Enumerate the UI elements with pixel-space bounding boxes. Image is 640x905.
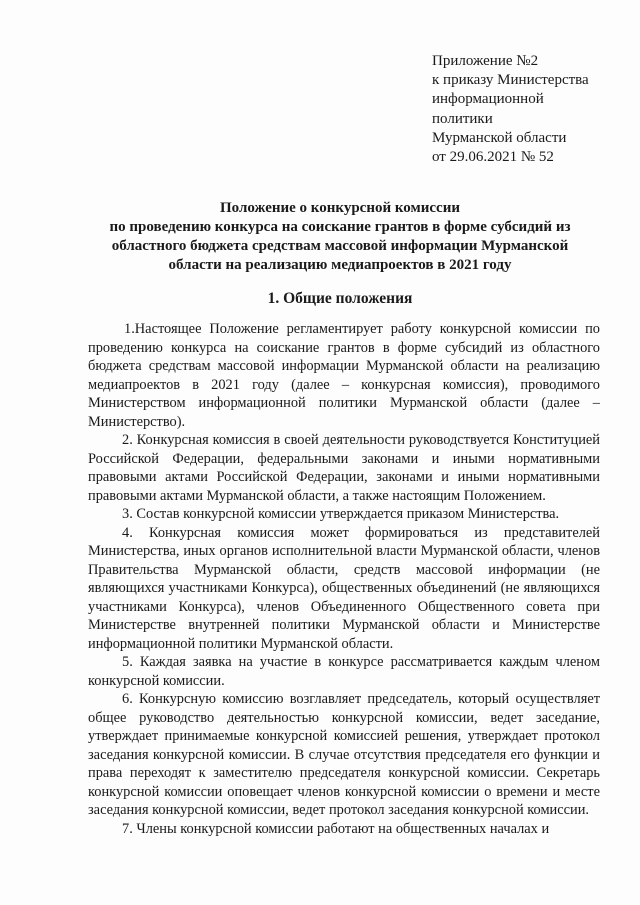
appendix-line: политики — [432, 110, 493, 127]
paragraph-3: 3. Состав конкурсной комиссии утверждается приказом Министерства. — [122, 506, 560, 522]
document-body — [88, 320, 600, 838]
title-line: области на реализацию медиапроектов в 2021 году — [168, 257, 512, 273]
paragraph-4: 4. Конкурсная комиссия может формироваться из представителей Министерства, иных органов исполнительной власти Мурманской области, членов Правительства Мурманской области, средств массовой информации (не являющихся участниками Конкурса), общественных объединений (не являющихся участниками Конкурса), членов Объединенного Общественного совета при Министерстве внутренней политики Мурманской области и Министерстве информационной политики Мурманской области. — [88, 524, 600, 652]
paragraph-2: 2. Конкурсная комиссия в своей деятельности руководствуется Конституцией Российской Федерации, федеральными законами и иными нормативными правовыми актами Российской Федерации, законами и иными нормативными правовыми актами Мурманской области, а также настоящим Положением. — [88, 432, 600, 504]
document-title — [90, 199, 590, 275]
appendix-line: от 29.06.2021 № 52 — [432, 149, 554, 166]
appendix-line: Мурманской области — [432, 129, 567, 146]
paragraph-7: 7. Члены конкурсной комиссии работают на общественных началах и — [122, 820, 550, 837]
appendix-line: к приказу Министерства — [432, 72, 589, 89]
appendix-line: Приложение №2 — [432, 53, 539, 69]
paragraph-5: 5. Каждая заявка на участие в конкурсе рассматривается каждым членом конкурсной комиссии. — [88, 654, 600, 689]
section-heading: 1. Общие положения — [267, 290, 413, 307]
title-line: областного бюджета средствам массовой информации Мурманской — [111, 238, 569, 254]
title-line: Положение о конкурсной комиссии — [220, 200, 460, 216]
paragraph-6: 6. Конкурсную комиссию возглавляет председатель, который осуществляет общее руководство деятельностью конкурсной комиссии, ведет заседание, утверждает принимаемые конкурсной комиссией решения, утверждает протокол заседания конкурсной комиссии. В случае отсутствия председателя его функции и права переходят к заместителю председателя конкурсной комиссии. Секретарь конкурсной комиссии оповещает членов конкурсной комиссии о времени и месте заседания конкурсной комиссии, ведет протокол заседания конкурсной комиссии. — [88, 691, 600, 818]
paragraph-1: 1.Настоящее Положение регламентирует работу конкурсной комиссии по проведению конкурса на соискание грантов в форме субсидий из областного бюджета средствам массовой информации Мурманской области на реализацию медиапроектов в 2021 году (далее – конкурсная комиссия), проводимого Министерством информационной политики Мурманской области (далее – Министерство). — [88, 321, 600, 430]
title-line: по проведению конкурса на соискание грантов в форме субсидий из — [109, 219, 571, 235]
appendix-line: информационной — [432, 91, 544, 108]
appendix-header — [432, 52, 622, 167]
